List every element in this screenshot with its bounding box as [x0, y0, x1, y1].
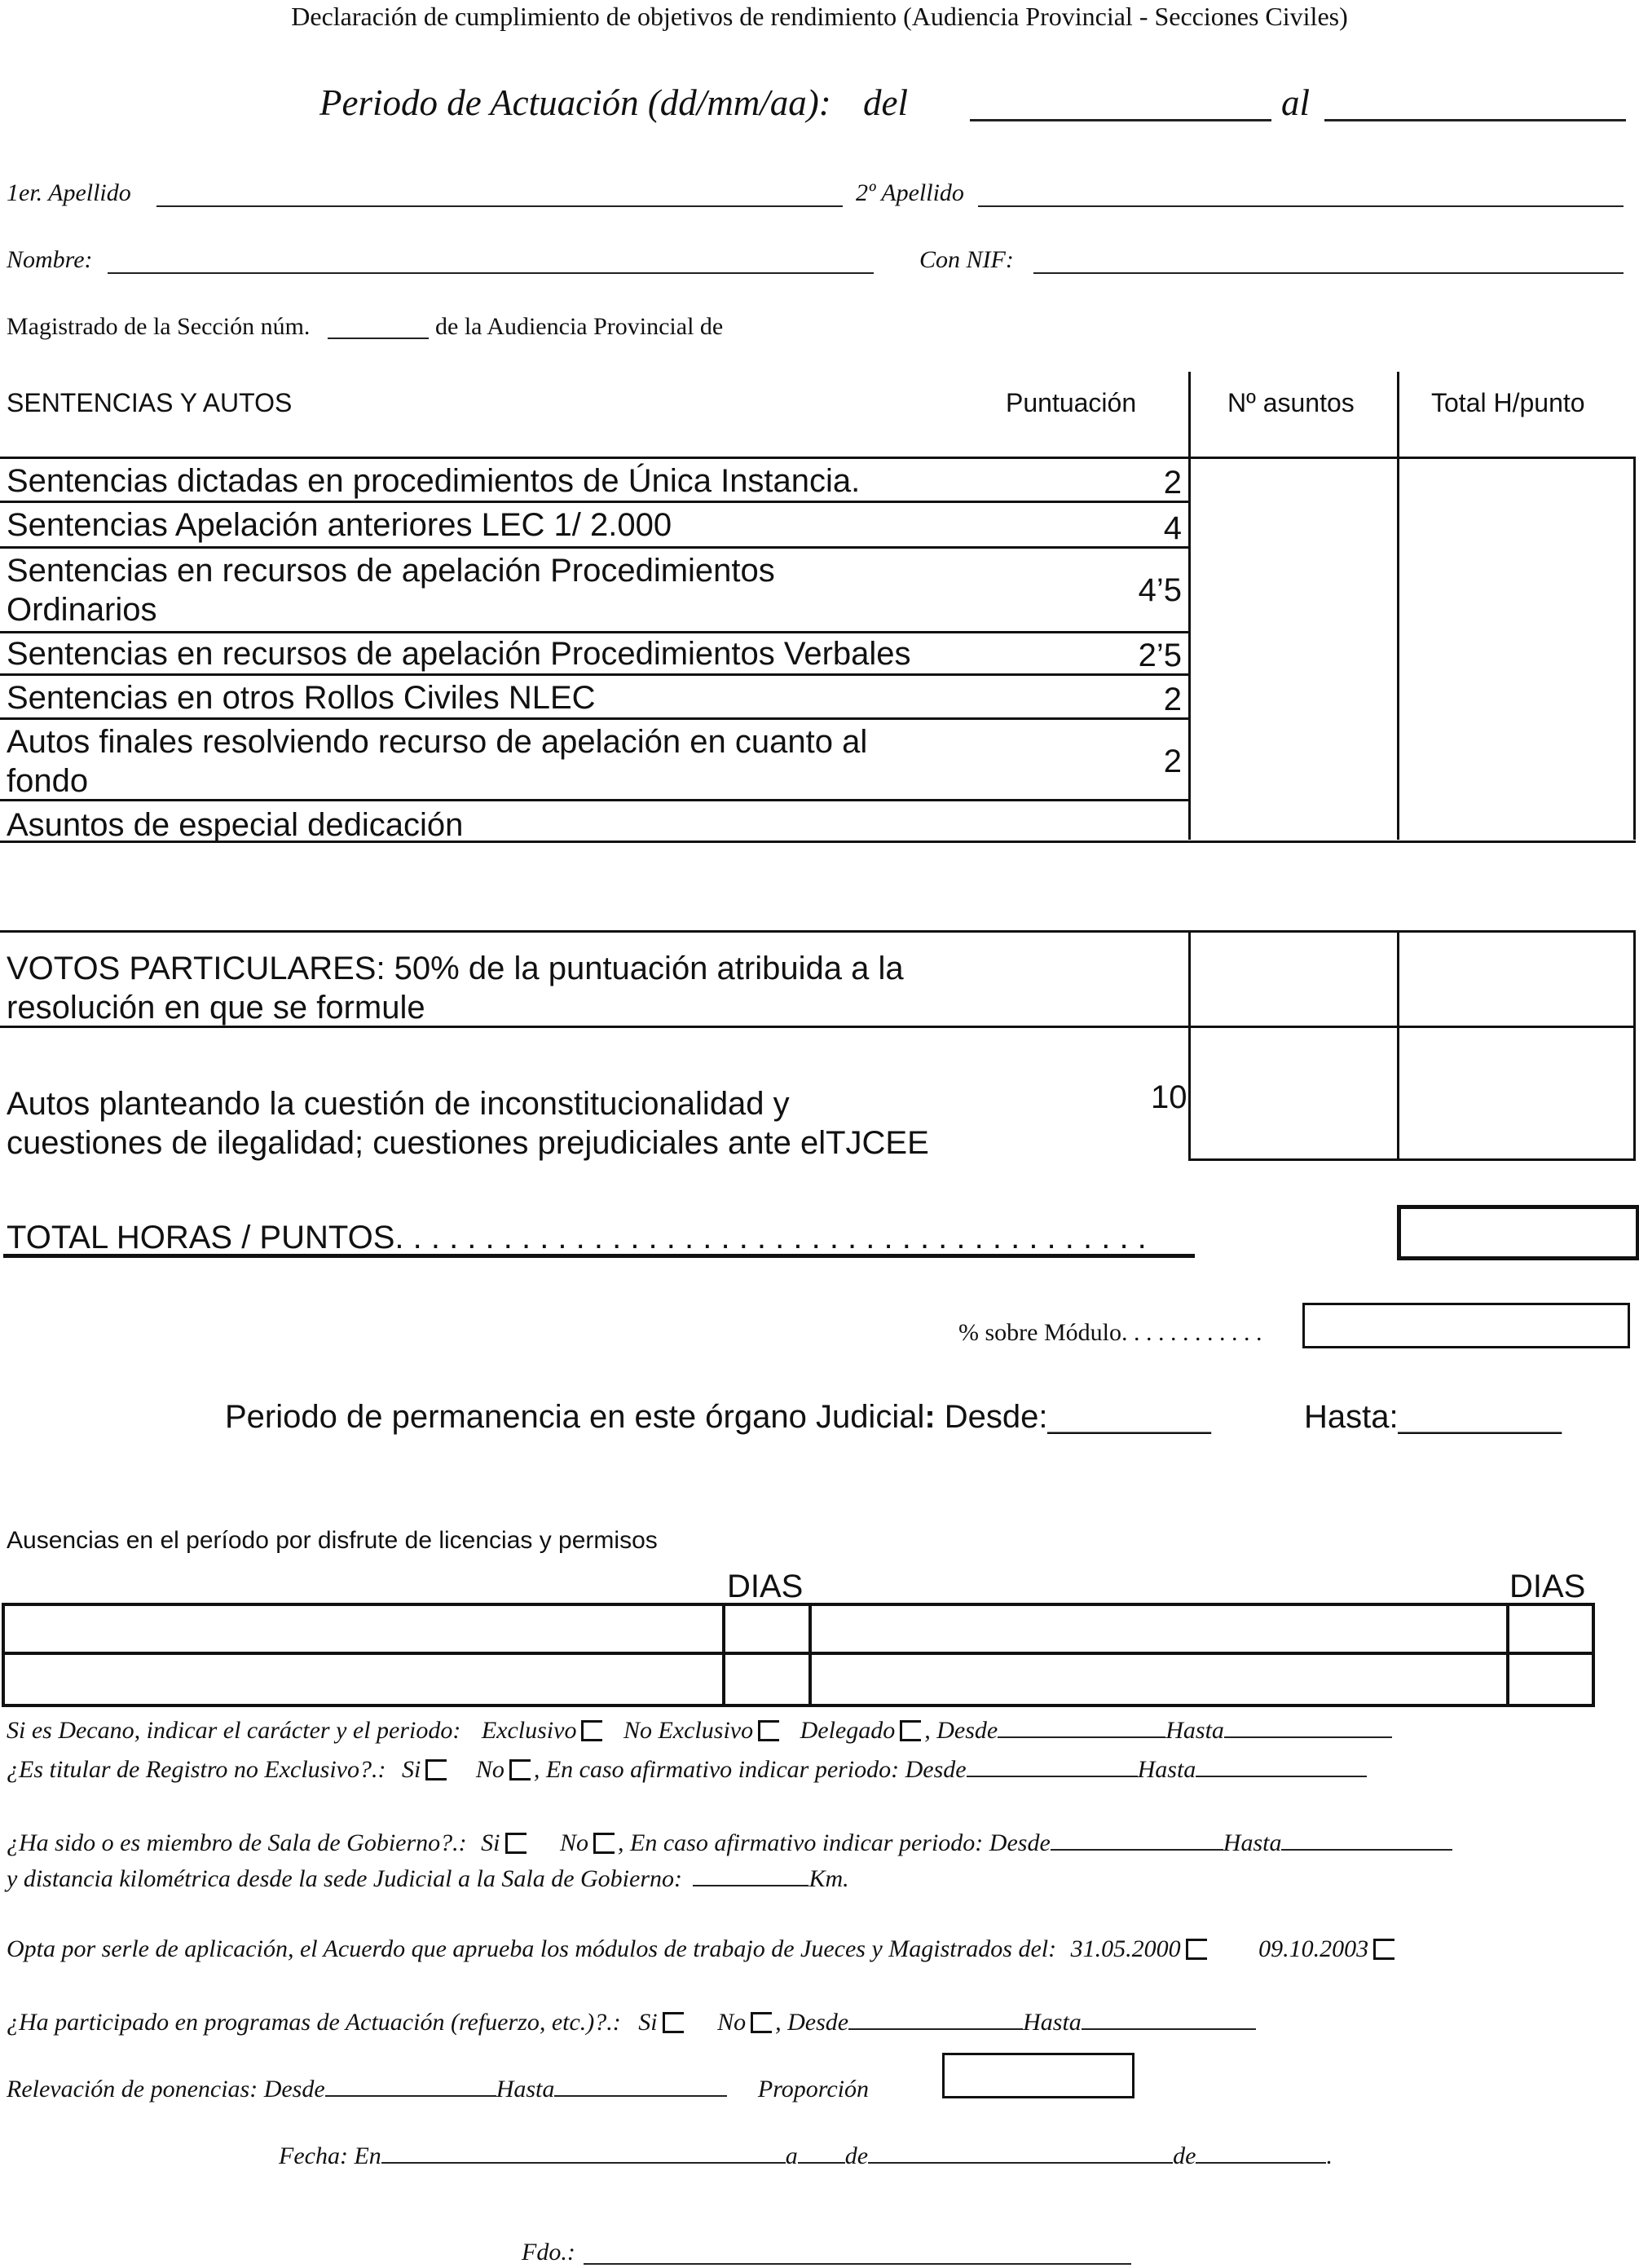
- sala-si-checkbox[interactable]: [505, 1833, 527, 1854]
- decano-exclusivo-label: Exclusivo: [481, 1717, 577, 1744]
- apellido2-label: 2º Apellido: [856, 179, 964, 206]
- sala-distancia-label: y distancia kilométrica desde la sede Judicial a la Sala de Gobierno:: [7, 1865, 682, 1892]
- modulo-box[interactable]: [1302, 1303, 1630, 1348]
- table-row-label-cont: Ordinarios: [7, 592, 157, 628]
- magistrado-label: Magistrado de la Sección núm.: [7, 313, 311, 340]
- programas-no-label: No: [717, 2009, 747, 2036]
- permanencia-line: [225, 1399, 1211, 1436]
- table-rule: [0, 501, 1190, 503]
- dias-header-1: DIAS: [727, 1569, 804, 1604]
- sala-km-label: Km.: [808, 1865, 849, 1892]
- period-to-field[interactable]: [1324, 119, 1626, 121]
- acuerdo-date1-checkbox[interactable]: [1186, 1939, 1207, 1960]
- firma-field[interactable]: [584, 2263, 1131, 2265]
- votos-label: VOTOS PARTICULARES: 50% de la puntuación atribuida a la: [7, 951, 904, 986]
- table-rule: [0, 799, 1190, 801]
- table-row-score: 4’5: [1138, 572, 1182, 608]
- col-asuntos-header: Nº asuntos: [1227, 388, 1355, 417]
- programas-hasta-field[interactable]: [1082, 2028, 1256, 2030]
- fecha-label: Fecha: En: [279, 2142, 381, 2169]
- table-divider: [1633, 457, 1636, 840]
- apellido2-field[interactable]: [978, 205, 1624, 207]
- table-row-score: 2: [1163, 743, 1182, 779]
- fecha-dot: .: [1326, 2142, 1333, 2169]
- sala-afirm-label: , En caso afirmativo indicar periodo: Desde: [618, 1829, 1051, 1856]
- sala-hasta-label: Hasta: [1223, 1829, 1282, 1856]
- table-row-label: Sentencias dictadas en procedimientos de Única Instancia.: [7, 463, 861, 499]
- decano-question: Si es Decano, indicar el carácter y el periodo:: [7, 1717, 461, 1744]
- registro-afirm-label: , En caso afirmativo indicar periodo: Desde: [533, 1756, 967, 1783]
- sala-distancia-field[interactable]: [693, 1884, 808, 1886]
- period-from-field[interactable]: [970, 119, 1271, 121]
- registro-no-checkbox[interactable]: [509, 1759, 531, 1780]
- relevacion-hasta-label: Hasta: [496, 2076, 555, 2103]
- permanencia-colon: :: [924, 1399, 936, 1435]
- sala-question: ¿Ha sido o es miembro de Sala de Gobierno?.:: [7, 1829, 467, 1856]
- autos-label-cont: cuestiones de ilegalidad; cuestiones prejudiciales ante elTJCEE: [7, 1125, 929, 1161]
- apellido1-field[interactable]: [156, 205, 843, 207]
- table-row-label: Sentencias en recursos de apelación Procedimientos Verbales: [7, 636, 911, 672]
- acuerdo-line: [7, 1935, 1398, 1963]
- period-title: Periodo de Actuación (dd/mm/aa):: [319, 82, 831, 123]
- table-row-label: Autos finales resolviendo recurso de apelación en cuanto al: [7, 724, 868, 760]
- decano-delegado-checkbox[interactable]: [900, 1720, 921, 1741]
- registro-line: [7, 1756, 1367, 1784]
- fecha-mes-field[interactable]: [868, 2161, 1173, 2164]
- relevacion-proporcion-label: Proporción: [757, 2076, 869, 2103]
- table-row-label: Sentencias en otros Rollos Civiles NLEC: [7, 680, 596, 716]
- registro-no-label: No: [475, 1756, 504, 1783]
- acuerdo-date2-checkbox[interactable]: [1373, 1939, 1394, 1960]
- relevacion-desde-label: Relevación de ponencias: Desde: [7, 2076, 325, 2103]
- decano-delegado-label: Delegado: [800, 1717, 896, 1744]
- dias-header-2: DIAS: [1509, 1569, 1586, 1604]
- permanencia-label: Periodo de permanencia en este órgano Judicial: [225, 1399, 925, 1435]
- table-rule: [0, 457, 1636, 459]
- sala-si-label: Si: [481, 1829, 500, 1856]
- programas-desde-label: , Desde: [775, 2009, 849, 2036]
- sala-desde-field[interactable]: [1051, 1848, 1223, 1851]
- fecha-de2-label: de: [1173, 2142, 1196, 2169]
- table-rule: [0, 930, 1636, 933]
- acuerdo-date2-label: 09.10.2003: [1258, 1935, 1369, 1962]
- sala-no-checkbox[interactable]: [593, 1833, 615, 1854]
- programas-si-checkbox[interactable]: [663, 2012, 684, 2033]
- table-row-label-cont: fondo: [7, 763, 89, 799]
- decano-desde-field[interactable]: [998, 1736, 1165, 1738]
- autos-label: Autos planteando la cuestión de inconstitucionalidad y: [7, 1086, 790, 1122]
- ausencias-divider: [808, 1603, 812, 1704]
- ausencias-table: [2, 1603, 1595, 1707]
- permanencia-hasta[interactable]: Hasta:_________: [1304, 1399, 1562, 1435]
- table-divider: [1188, 372, 1191, 840]
- programas-hasta-label: Hasta: [1023, 2009, 1082, 2036]
- registro-question: ¿Es titular de Registro no Exclusivo?.:: [7, 1756, 386, 1783]
- registro-si-checkbox[interactable]: [425, 1759, 447, 1780]
- acuerdo-label: Opta por serle de aplicación, el Acuerdo que aprueba los módulos de trabajo de Jueces y Magistrados del:: [7, 1935, 1057, 1962]
- registro-desde-field[interactable]: [967, 1775, 1138, 1777]
- decano-desde-label: , Desde: [924, 1717, 998, 1744]
- acuerdo-date1-label: 31.05.2000: [1070, 1935, 1181, 1962]
- programas-question: ¿Ha participado en programas de Actuación (refuerzo, etc.)?.:: [7, 2009, 621, 2036]
- seccion-field[interactable]: [328, 338, 429, 339]
- table-row-score: 2: [1163, 682, 1182, 717]
- table-divider: [1188, 930, 1191, 1160]
- table-row-score: 2: [1163, 465, 1182, 501]
- period-label: [319, 82, 908, 124]
- period-to-label: al: [1281, 82, 1311, 123]
- section-title: SENTENCIAS Y AUTOS: [7, 388, 293, 417]
- total-rule: [3, 1254, 1195, 1258]
- total-box[interactable]: [1397, 1205, 1639, 1260]
- table-divider: [1633, 930, 1636, 1160]
- nombre-field[interactable]: [108, 272, 874, 274]
- table-row-score: 2’5: [1138, 638, 1182, 673]
- decano-exclusivo-checkbox[interactable]: [581, 1720, 602, 1741]
- permanencia-desde[interactable]: Desde:_________: [935, 1399, 1211, 1435]
- relevacion-desde-field[interactable]: [325, 2094, 496, 2097]
- table-rule: [0, 717, 1190, 720]
- decano-no-exclusivo-label: No Exclusivo: [623, 1717, 754, 1744]
- apellido1-label: 1er. Apellido: [7, 179, 131, 206]
- registro-hasta-field[interactable]: [1196, 1775, 1367, 1777]
- fecha-lugar-field[interactable]: [381, 2161, 786, 2164]
- registro-hasta-label: Hasta: [1137, 1756, 1196, 1783]
- table-row-label: Sentencias en recursos de apelación Procedimientos: [7, 553, 775, 589]
- period-from-label: del: [863, 82, 909, 123]
- relevacion-hasta-field[interactable]: [554, 2094, 727, 2097]
- ausencias-label: Ausencias en el período por disfrute de licencias y permisos: [7, 1527, 658, 1554]
- table-rule: [1188, 1158, 1636, 1161]
- sala-distancia-line: [7, 1865, 849, 1893]
- document-title: Declaración de cumplimiento de objetivos de rendimiento (Audiencia Provincial - Secciones Civiles): [291, 2, 1348, 31]
- sala-line: [7, 1829, 1452, 1857]
- table-row-label: Asuntos de especial dedicación: [7, 807, 464, 843]
- table-row-label: Sentencias Apelación anteriores LEC 1/ 2.000: [7, 507, 672, 543]
- programas-line: [7, 2009, 1256, 2036]
- table-row-score: 4: [1163, 510, 1182, 546]
- total-label: TOTAL HORAS / PUNTOS. . . . . . . . . . . . . . . . . . . . . . . . . . . . . . . . . . . . . . . . . .: [7, 1220, 1147, 1255]
- ausencias-divider: [722, 1603, 725, 1704]
- table-divider: [1397, 372, 1399, 840]
- decano-hasta-field[interactable]: [1224, 1736, 1392, 1738]
- table-rule: [0, 631, 1190, 633]
- ausencias-divider: [1506, 1603, 1509, 1704]
- firma-label: Fdo.:: [522, 2239, 575, 2266]
- fecha-a-label: a: [785, 2142, 798, 2169]
- decano-hasta-label: Hasta: [1165, 1717, 1224, 1744]
- table-divider: [1397, 930, 1399, 1160]
- col-total-header: Total H/punto: [1431, 388, 1585, 417]
- fecha-dia-field[interactable]: [798, 2161, 845, 2164]
- ausencias-rule: [2, 1652, 1593, 1655]
- votos-label-cont: resolución en que se formule: [7, 990, 425, 1026]
- relevacion-line: [7, 2076, 869, 2103]
- programas-no-checkbox[interactable]: [751, 2012, 772, 2033]
- fecha-anio-field[interactable]: [1196, 2161, 1326, 2164]
- sala-no-label: No: [560, 1829, 589, 1856]
- table-rule: [0, 673, 1190, 676]
- sala-hasta-field[interactable]: [1281, 1848, 1452, 1851]
- col-puntuacion-header: Puntuación: [1006, 388, 1137, 417]
- fecha-line: [279, 2142, 1333, 2170]
- proporcion-box[interactable]: [942, 2053, 1135, 2098]
- autos-score: 10: [1151, 1079, 1187, 1115]
- audiencia-label: de la Audiencia Provincial de: [435, 313, 724, 340]
- nif-label: Con NIF:: [919, 246, 1014, 273]
- programas-si-label: Si: [638, 2009, 658, 2036]
- modulo-label: % sobre Módulo. . . . . . . . . . . .: [958, 1319, 1262, 1346]
- registro-si-label: Si: [401, 1756, 421, 1783]
- decano-line: [7, 1717, 1392, 1745]
- decano-no-exclusivo-checkbox[interactable]: [758, 1720, 779, 1741]
- nombre-label: Nombre:: [7, 246, 93, 273]
- nif-field[interactable]: [1033, 272, 1624, 274]
- fecha-de1-label: de: [844, 2142, 869, 2169]
- table-rule: [0, 546, 1190, 549]
- programas-desde-field[interactable]: [848, 2028, 1023, 2030]
